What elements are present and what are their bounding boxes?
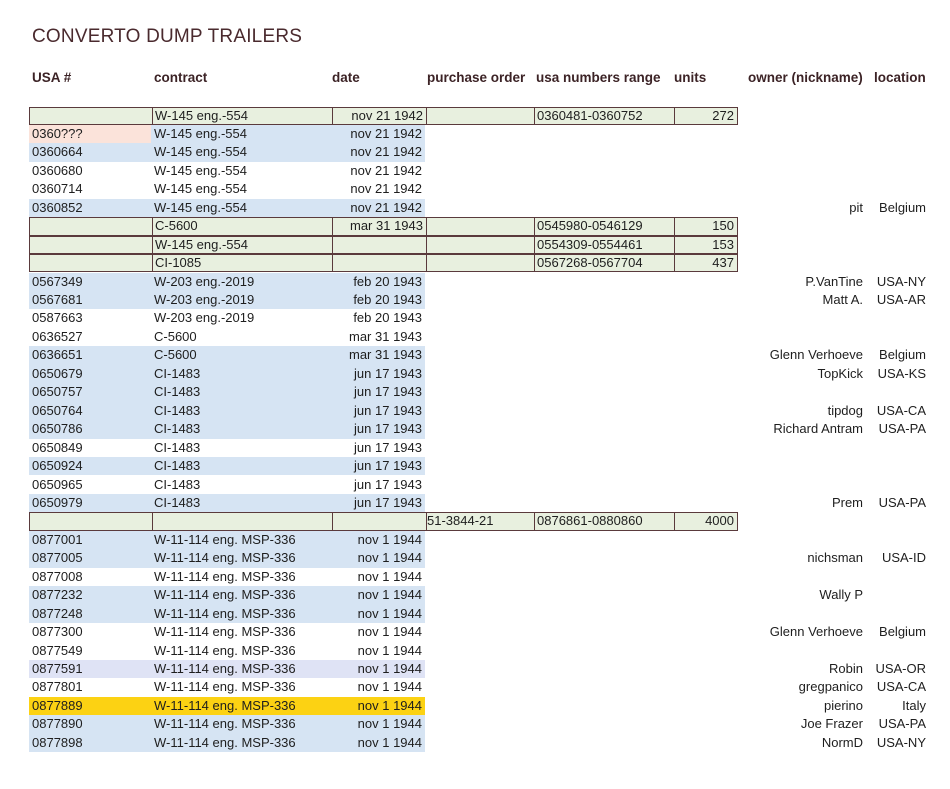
cell-usa: 0877889 — [32, 697, 83, 713]
cell-range: 0554309-0554461 — [537, 236, 643, 252]
cell-units — [678, 291, 733, 309]
cell-usa: 0650764 — [32, 402, 83, 418]
owner-nickname: Richard Antram — [773, 421, 863, 437]
cell-units — [678, 476, 733, 494]
cell-po — [426, 180, 531, 198]
cell-units — [678, 328, 733, 346]
cell-usa: 0587663 — [32, 310, 83, 326]
cell-date: nov 1 1944 — [357, 550, 422, 566]
header-date: date — [332, 70, 360, 85]
table-row — [29, 734, 738, 752]
cell-contract: W-11-114 eng. MSP-336 — [154, 587, 296, 603]
cell-units — [678, 623, 733, 641]
cell-units — [678, 143, 733, 161]
location: USA-PA — [878, 716, 926, 732]
cell-date: jun 17 1943 — [354, 476, 422, 492]
cell-date: feb 20 1943 — [353, 292, 422, 307]
cell-po — [426, 457, 531, 475]
cell-usa: 0650849 — [32, 439, 83, 455]
cell-range: 0876861-0880860 — [537, 513, 643, 529]
cell-po — [426, 531, 531, 549]
location: USA-CA — [876, 679, 926, 695]
cell-divider — [152, 108, 153, 124]
header-owner: owner (nickname) — [748, 70, 863, 85]
location: USA-PA — [878, 421, 926, 437]
cell-range — [536, 439, 674, 457]
table-row — [29, 623, 738, 641]
cell-contract: W-11-114 eng. MSP-336 — [154, 716, 296, 732]
cell-range — [536, 623, 674, 641]
cell-date: nov 1 1944 — [357, 624, 422, 640]
location: USA-ID — [881, 550, 926, 566]
cell-date: nov 1 1944 — [357, 716, 422, 732]
owner-nickname: tipdog — [827, 402, 863, 418]
cell-usa: 0360852 — [32, 199, 83, 215]
table-row — [29, 199, 738, 217]
table-row — [29, 125, 738, 143]
owner-nickname: Matt A. — [822, 292, 863, 307]
location: USA-OR — [875, 661, 926, 676]
cell-usa: 0650965 — [32, 476, 83, 492]
cell-range — [536, 476, 674, 494]
cell-units — [678, 605, 733, 623]
cell-date: feb 20 1943 — [353, 310, 422, 326]
cell-date: jun 17 1943 — [354, 402, 422, 418]
cell-contract: W-145 eng.-554 — [154, 144, 247, 160]
cell-po — [426, 623, 531, 641]
header-units: units — [674, 70, 707, 85]
cell-contract: W-145 eng.-554 — [155, 236, 248, 252]
cell-units — [678, 678, 733, 696]
cell-usa: 0636527 — [32, 328, 83, 344]
header-purchase-order: purchase order — [427, 70, 526, 85]
cell-divider — [152, 237, 153, 253]
cell-date: nov 1 1944 — [357, 568, 422, 584]
cell-units — [678, 402, 733, 420]
cell-range — [536, 291, 674, 309]
table-row — [29, 309, 738, 327]
cell-date: jun 17 1943 — [354, 421, 422, 437]
cell-range: 0545980-0546129 — [537, 218, 643, 234]
cell-po — [426, 549, 531, 567]
table-row — [29, 531, 738, 549]
header-contract: contract — [154, 70, 208, 85]
location: Belgium — [879, 624, 926, 640]
cell-po — [426, 642, 531, 660]
cell-units — [678, 715, 733, 733]
cell-date: nov 1 1944 — [357, 587, 422, 603]
cell-contract: CI-1483 — [154, 421, 201, 437]
cell-units — [678, 273, 733, 291]
cell-contract: C-5600 — [155, 218, 198, 234]
cell-contract: W-145 eng.-554 — [154, 162, 247, 178]
table-row — [29, 568, 738, 586]
cell-units: 150 — [712, 218, 734, 234]
cell-divider — [152, 513, 153, 529]
cell-range: 0360481-0360752 — [537, 107, 643, 123]
cell-units — [678, 439, 733, 457]
cell-units — [678, 457, 733, 475]
cell-usa — [33, 108, 151, 124]
cell-contract: W-11-114 eng. MSP-336 — [154, 605, 296, 621]
cell-contract: W-145 eng.-554 — [155, 107, 248, 123]
cell-usa — [33, 255, 151, 271]
cell-range — [536, 697, 674, 715]
owner-nickname: Robin — [829, 661, 863, 676]
cell-date: nov 21 1942 — [350, 162, 422, 178]
cell-range — [536, 328, 674, 346]
cell-date: mar 31 1943 — [349, 347, 422, 363]
cell-date: nov 1 1944 — [357, 697, 422, 713]
cell-range — [536, 125, 674, 143]
cell-date: nov 1 1944 — [357, 642, 422, 658]
cell-usa: 0877248 — [32, 605, 83, 621]
cell-range — [536, 309, 674, 327]
owner-nickname: Glenn Verhoeve — [769, 347, 863, 363]
cell-date: mar 31 1943 — [349, 328, 422, 344]
cell-contract: CI-1085 — [155, 255, 202, 271]
cell-date: nov 21 1942 — [350, 181, 422, 197]
cell-units — [678, 346, 733, 364]
cell-po — [426, 476, 531, 494]
cell-usa: 0360664 — [32, 144, 83, 160]
cell-po — [427, 218, 532, 234]
table-row — [29, 143, 738, 161]
cell-date — [333, 513, 423, 529]
cell-usa: 0650679 — [32, 365, 83, 381]
cell-date: nov 1 1944 — [357, 679, 422, 695]
cell-usa: 0877232 — [32, 587, 83, 603]
cell-units — [678, 199, 733, 217]
cell-po — [427, 108, 532, 124]
owner-nickname: NormD — [821, 734, 863, 750]
cell-date: jun 17 1943 — [354, 365, 422, 381]
location: Belgium — [879, 347, 926, 363]
owner-nickname: Joe Frazer — [800, 716, 863, 732]
location: USA-KS — [877, 365, 926, 381]
owner-nickname: nichsman — [807, 550, 863, 566]
owner-nickname: P.VanTine — [805, 273, 863, 289]
cell-units — [678, 734, 733, 752]
cell-po — [426, 660, 531, 678]
cell-usa: 0877591 — [32, 661, 83, 676]
cell-usa: 0650757 — [32, 384, 83, 400]
table-row — [29, 457, 738, 475]
cell-po — [426, 309, 531, 327]
table-row — [29, 697, 738, 715]
cell-po — [426, 494, 531, 512]
cell-po — [426, 365, 531, 383]
location: USA-AR — [876, 292, 926, 307]
table-row — [29, 254, 738, 272]
owner-nickname: pierino — [823, 697, 863, 713]
owner-nickname: gregpanico — [798, 679, 863, 695]
cell-range — [536, 420, 674, 438]
location: USA-CA — [876, 402, 926, 418]
cell-date — [333, 237, 423, 253]
cell-date: jun 17 1943 — [354, 494, 422, 510]
cell-contract: C-5600 — [154, 347, 197, 363]
cell-date: jun 17 1943 — [354, 384, 422, 400]
cell-divider — [534, 218, 535, 234]
cell-divider — [152, 255, 153, 271]
table-row — [29, 420, 738, 438]
cell-po — [427, 255, 532, 271]
cell-contract: W-11-114 eng. MSP-336 — [154, 531, 296, 547]
table-row — [29, 162, 738, 180]
cell-range — [536, 678, 674, 696]
cell-contract: W-11-114 eng. MSP-336 — [154, 734, 296, 750]
header-range: usa numbers range — [536, 70, 661, 85]
cell-usa: 0877549 — [32, 642, 83, 658]
cell-usa: 0360??? — [32, 125, 83, 141]
cell-contract: CI-1483 — [154, 365, 201, 381]
cell-date: nov 1 1944 — [357, 531, 422, 547]
cell-date: nov 21 1942 — [351, 107, 423, 123]
cell-range — [536, 531, 674, 549]
cell-usa: 0636651 — [32, 347, 83, 363]
cell-po: 51-3844-21 — [427, 513, 494, 529]
cell-range — [536, 143, 674, 161]
table-row — [29, 107, 738, 125]
cell-range — [536, 549, 674, 567]
cell-usa — [33, 218, 151, 234]
cell-contract: CI-1483 — [154, 476, 201, 492]
cell-usa: 0877005 — [32, 550, 83, 566]
cell-range — [536, 199, 674, 217]
cell-contract: CI-1483 — [154, 402, 201, 418]
cell-po — [426, 420, 531, 438]
table-row — [29, 291, 738, 309]
cell-po — [426, 439, 531, 457]
owner-nickname: Glenn Verhoeve — [769, 624, 863, 640]
table-row — [29, 346, 738, 364]
cell-units: 153 — [712, 236, 734, 252]
cell-contract: W-203 eng.-2019 — [154, 273, 255, 289]
cell-date — [333, 255, 423, 271]
cell-contract: C-5600 — [154, 328, 197, 344]
cell-usa: 0650979 — [32, 494, 83, 510]
cell-contract: W-145 eng.-554 — [154, 199, 247, 215]
table-row — [29, 512, 738, 530]
cell-date: nov 21 1942 — [350, 125, 422, 141]
cell-units — [678, 365, 733, 383]
cell-usa: 0877001 — [32, 531, 83, 547]
cell-range — [536, 605, 674, 623]
table-row — [29, 715, 738, 733]
cell-date: feb 20 1943 — [353, 273, 422, 289]
cell-po — [426, 605, 531, 623]
cell-po — [426, 586, 531, 604]
cell-po — [426, 328, 531, 346]
cell-range: 0567268-0567704 — [537, 255, 643, 271]
cell-range — [536, 715, 674, 733]
cell-po — [426, 734, 531, 752]
location: Italy — [902, 697, 926, 713]
cell-usa: 0877801 — [32, 679, 83, 695]
cell-range — [536, 402, 674, 420]
cell-po — [426, 715, 531, 733]
cell-contract: W-203 eng.-2019 — [154, 292, 255, 307]
cell-units — [678, 568, 733, 586]
cell-date: nov 21 1942 — [350, 199, 422, 215]
cell-contract — [155, 513, 329, 529]
cell-po — [426, 143, 531, 161]
cell-date: nov 21 1942 — [350, 144, 422, 160]
cell-range — [536, 180, 674, 198]
owner-nickname: TopKick — [817, 365, 863, 381]
table-row — [29, 328, 738, 346]
cell-range — [536, 494, 674, 512]
table-row — [29, 217, 738, 235]
cell-po — [426, 678, 531, 696]
cell-po — [426, 162, 531, 180]
cell-po — [426, 402, 531, 420]
table-row — [29, 549, 738, 567]
header-usa: USA # — [32, 70, 72, 85]
cell-date: jun 17 1943 — [354, 458, 422, 474]
cell-po — [426, 697, 531, 715]
cell-divider — [534, 513, 535, 529]
location: USA-PA — [878, 494, 926, 510]
cell-contract: W-11-114 eng. MSP-336 — [154, 679, 296, 695]
cell-contract: CI-1483 — [154, 439, 201, 455]
table-row — [29, 365, 738, 383]
cell-units — [678, 549, 733, 567]
cell-units — [678, 697, 733, 715]
table-row — [29, 660, 738, 678]
cell-units — [678, 383, 733, 401]
table-row — [29, 642, 738, 660]
cell-date: nov 1 1944 — [357, 661, 422, 676]
cell-range — [536, 457, 674, 475]
cell-date: nov 1 1944 — [357, 734, 422, 750]
cell-contract: W-11-114 eng. MSP-336 — [154, 624, 296, 640]
table-row — [29, 586, 738, 604]
cell-units — [678, 125, 733, 143]
owner-nickname: Prem — [831, 494, 863, 510]
location: USA-NY — [876, 273, 926, 289]
cell-po — [426, 199, 531, 217]
cell-divider — [534, 255, 535, 271]
cell-usa: 0650786 — [32, 421, 83, 437]
header-location: location — [874, 70, 926, 85]
table-row — [29, 678, 738, 696]
cell-divider — [152, 218, 153, 234]
cell-po — [426, 346, 531, 364]
table-row — [29, 402, 738, 420]
location: Belgium — [879, 199, 926, 215]
table-row — [29, 273, 738, 291]
cell-divider — [534, 108, 535, 124]
cell-usa: 0567681 — [32, 292, 83, 307]
cell-units: 437 — [712, 255, 734, 271]
cell-range — [536, 273, 674, 291]
cell-units — [678, 180, 733, 198]
cell-range — [536, 346, 674, 364]
cell-range — [536, 734, 674, 752]
cell-date: mar 31 1943 — [350, 218, 423, 234]
cell-range — [536, 642, 674, 660]
cell-po — [426, 568, 531, 586]
cell-units — [678, 586, 733, 604]
owner-nickname: pit — [849, 199, 863, 215]
cell-po — [427, 237, 532, 253]
cell-units — [678, 309, 733, 327]
cell-po — [426, 125, 531, 143]
cell-contract: W-203 eng.-2019 — [154, 310, 255, 326]
cell-po — [426, 383, 531, 401]
cell-units — [678, 162, 733, 180]
cell-range — [536, 162, 674, 180]
cell-units: 4000 — [705, 513, 734, 529]
page-title: CONVERTO DUMP TRAILERS — [32, 26, 303, 47]
location: USA-NY — [876, 734, 926, 750]
cell-usa — [33, 513, 151, 529]
cell-contract: CI-1483 — [154, 384, 201, 400]
cell-units — [678, 660, 733, 678]
cell-units — [678, 494, 733, 512]
cell-usa: 0877890 — [32, 716, 83, 732]
cell-usa: 0567349 — [32, 273, 83, 289]
cell-contract: W-11-114 eng. MSP-336 — [154, 568, 296, 584]
cell-usa: 0877898 — [32, 734, 83, 750]
table-row — [29, 180, 738, 198]
table-row — [29, 494, 738, 512]
table-row — [29, 383, 738, 401]
cell-contract: W-11-114 eng. MSP-336 — [154, 642, 296, 658]
cell-range — [536, 568, 674, 586]
cell-units — [678, 642, 733, 660]
table-row — [29, 605, 738, 623]
cell-date: nov 1 1944 — [357, 605, 422, 621]
cell-range — [536, 365, 674, 383]
cell-contract: W-11-114 eng. MSP-336 — [154, 661, 296, 676]
cell-contract: W-11-114 eng. MSP-336 — [154, 550, 296, 566]
cell-range — [536, 660, 674, 678]
cell-usa: 0650924 — [32, 458, 83, 474]
table-row — [29, 236, 738, 254]
cell-po — [426, 273, 531, 291]
cell-range — [536, 383, 674, 401]
cell-units — [678, 420, 733, 438]
cell-usa — [33, 237, 151, 253]
cell-date: jun 17 1943 — [354, 439, 422, 455]
cell-contract: W-145 eng.-554 — [154, 181, 247, 197]
cell-contract: W-11-114 eng. MSP-336 — [154, 697, 296, 713]
cell-contract: CI-1483 — [154, 458, 201, 474]
owner-nickname: Wally P — [819, 587, 863, 603]
cell-range — [536, 586, 674, 604]
cell-contract: CI-1483 — [154, 494, 201, 510]
table-row — [29, 439, 738, 457]
cell-units — [678, 531, 733, 549]
cell-usa: 0877008 — [32, 568, 83, 584]
cell-usa: 0360680 — [32, 162, 83, 178]
cell-usa: 0877300 — [32, 624, 83, 640]
cell-units: 272 — [712, 107, 734, 123]
cell-divider — [534, 237, 535, 253]
cell-po — [426, 291, 531, 309]
cell-contract: W-145 eng.-554 — [154, 125, 247, 141]
table-row — [29, 476, 738, 494]
cell-usa: 0360714 — [32, 181, 83, 197]
